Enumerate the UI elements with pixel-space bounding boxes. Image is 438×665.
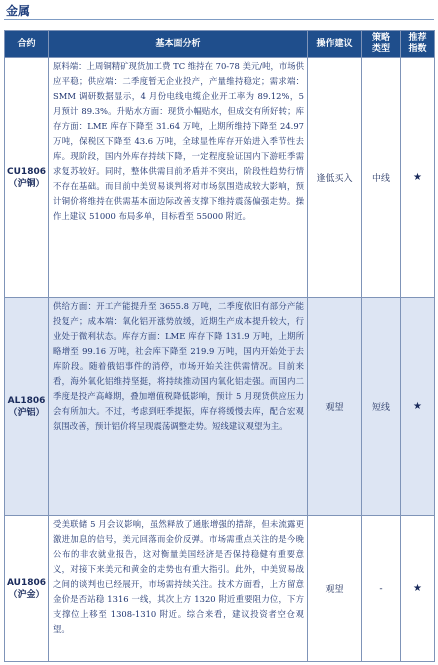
contract-cell [5, 298, 49, 516]
rating-star-icon: ★ [401, 58, 435, 298]
contract-name: （沪金） [8, 589, 45, 600]
rating-star-icon: ★ [401, 298, 435, 516]
advice-cell: 观望 [308, 298, 362, 516]
page-title: 金属 [6, 4, 31, 18]
strategy-cell: 短线 [362, 298, 401, 516]
rating-star-icon: ★ [401, 516, 435, 662]
metals-table [4, 30, 435, 662]
contract-code: CU1806 [7, 166, 46, 177]
title-divider [4, 19, 434, 20]
contract-name: （沪铜） [8, 178, 45, 189]
header-advice: 操作建议 [308, 31, 362, 58]
analysis-text: 原料端：上周铜精矿现货加工费 TC 维持在 70-78 美元/吨，市场供应平稳；供应端：二季度暂无企业投产，产量维持稳定；需求端：SMM 调研数据显示，4 月份电线电缆企业开工率为 89.12%，5 月预计 89.3%。升贴水方面：现货小幅贴水，但成交有所好转；库存方面：LME 库存下降至 31.64 万吨，上期所维持下降至 24.97 万吨，保税区下降至 43.6 万吨，全球显性库存开始进入季节性去库。现阶段，国内外库存持续下降，一定程度验证国内下游旺季需求复苏较好。同时，整体供需目前矛盾并不突出，阶段性趋势行情不存在基础。而目前中美贸易谈判将对市场氛围造成较大影响，预计铜价将维持在供需基本面边际改善支撑下维持震荡偏强走势。操作上建议 51000 布局多单，目标看至 55000 附近。 [53, 61, 304, 221]
contract-cell [5, 58, 49, 298]
contract-code: AL1806 [7, 395, 46, 406]
advice-cell: 逢低买入 [308, 58, 362, 298]
table-header-row [5, 31, 435, 58]
contract-code: AU1806 [6, 577, 47, 588]
analysis-cell [49, 298, 308, 516]
table-row [5, 298, 435, 516]
strategy-cell: - [362, 516, 401, 662]
header-strategy-line2: 类型 [371, 44, 390, 54]
header-strategy-line1: 策略 [371, 33, 390, 43]
analysis-text: 供给方面：开工产能提升至 3655.8 万吨，二季度依旧有部分产能投复产；成本端：氧化铝开涨势放缓，近期生产成本提升较大，行业处于微利状态。库存方面：LME 库存下降 131.9 万吨，上期所略增至 99.16 万吨，社会库下降至 219.9 万吨，国内开始处于去库阶段。随着俄铝事件的消停，市场开始关注供需情况。目前来看，海外氧化铝维持坚挺，将持续推动国内氧化铝走强。而国内二季度是投产高峰期，叠加增值税降低影响，预计 5 月现货供应压力会有所加大。不过，考虑到旺季提振，库存将缓慢去库，配合宏观氛围改善，预计铝价将呈现震荡调整走势。短线建议观望为主。 [53, 301, 304, 431]
header-index [401, 31, 435, 58]
strategy-cell: 中线 [362, 58, 401, 298]
header-analysis: 基本面分析 [49, 31, 308, 58]
header-index-line1: 推荐 [408, 33, 427, 43]
header-strategy [362, 31, 401, 58]
contract-name: （沪铝） [8, 407, 45, 418]
analysis-cell [49, 58, 308, 298]
contract-cell [5, 516, 49, 662]
header-index-line2: 指数 [408, 44, 427, 54]
advice-cell: 观望 [308, 516, 362, 662]
analysis-cell [49, 516, 308, 662]
table-row [5, 58, 435, 298]
analysis-text: 受美联储 5 月会议影响，虽然释放了通胀增强的措辞，但未流露更激进加息的信号，美元回落而金价反弹。市场需重点关注的是今晚公布的非农就业报告，这对衡量美国经济是否保持稳健有重要意义，对接下来美元和黄金的走势也有重大指引。此外，中美贸易战之间的谈判也已经展开，市场需持续关注。技术方面看，上方留意金价是否站稳 1316 一线，其次上方 1320 附近重要阻力位，下方支撑位上移至 1308-1310 附近。综合来看，建议投资者空仓观望。 [53, 519, 304, 634]
header-contract: 合约 [5, 31, 49, 58]
table-row [5, 516, 435, 662]
